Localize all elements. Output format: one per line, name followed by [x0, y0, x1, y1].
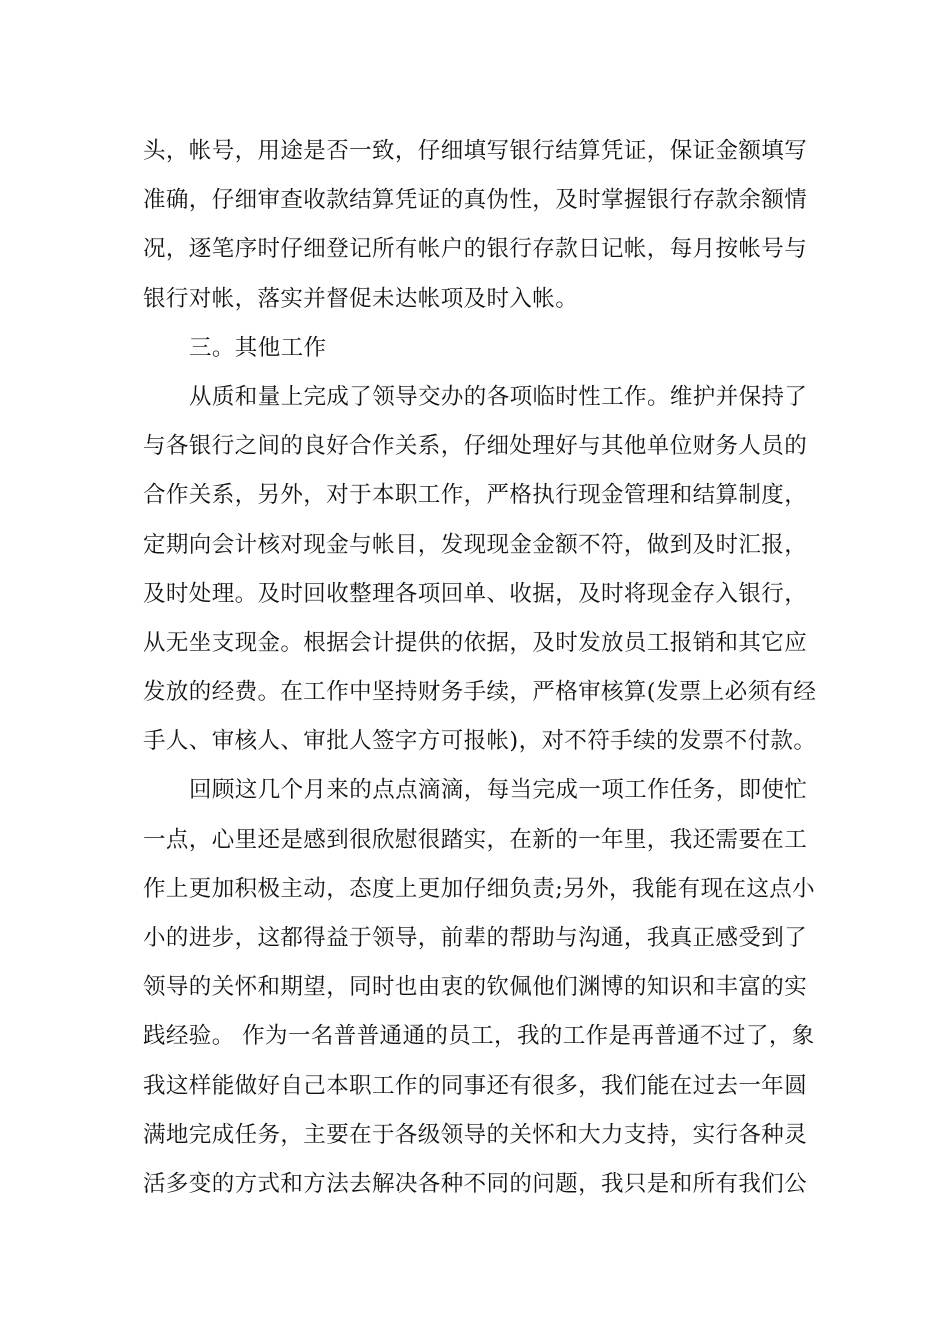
body-text	[143, 127, 817, 1209]
text-line: 领导的关怀和期望，同时也由衷的钦佩他们渊博的知识和丰富的实	[143, 974, 808, 1001]
text-line: 从无坐支现金。根据会计提供的依据，及时发放员工报销和其它应	[143, 629, 808, 656]
text-line: 合作关系，另外，对于本职工作，严格执行现金管理和结算制度，	[143, 482, 808, 509]
text-line: 我这样能做好自己本职工作的同事还有很多，我们能在过去一年圆	[143, 1072, 808, 1099]
section-heading: 三。其他工作	[189, 334, 327, 361]
text-line: 践经验。 作为一名普普通通的员工，我的工作是再普通不过了，象	[143, 1023, 815, 1050]
section-heading-other-work	[143, 324, 807, 373]
text-line: 与各银行之间的良好合作关系，仔细处理好与其他单位财务人员的	[143, 433, 808, 460]
text-line: 从质和量上完成了领导交办的各项临时性工作。维护并保持了	[189, 383, 808, 410]
text-line: 活多变的方式和方法去解决各种不同的问题，我只是和所有我们公	[143, 1170, 808, 1197]
text-line: 发放的经费。在工作中坚持财务手续，严格审核算(发票上必须有经	[143, 679, 817, 706]
text-line: 回顾这几个月来的点点滴滴，每当完成一项工作任务，即使忙	[189, 777, 808, 804]
text-line: 一点，心里还是感到很欣慰很踏实，在新的一年里，我还需要在工	[143, 826, 808, 853]
text-line: 及时处理。及时回收整理各项回单、收据，及时将现金存入银行，	[143, 580, 808, 607]
text-line: 小的进步，这都得益于领导，前辈的帮助与沟通，我真正感受到了	[143, 925, 808, 951]
text-line: 定期向会计核对现金与帐目，发现现金金额不符，做到及时汇报，	[143, 531, 808, 558]
text-line: 况，逐笔序时仔细登记所有帐户的银行存款日记帐，每月按帐号与	[143, 236, 808, 263]
text-line: 满地完成任务，主要在于各级领导的关怀和大力支持，实行各种灵	[143, 1121, 808, 1148]
text-line: 银行对帐，落实并督促未达帐项及时入帐。	[143, 285, 579, 312]
text-line: 头，帐号，用途是否一致，仔细填写银行结算凭证，保证金额填写	[143, 138, 808, 164]
text-line: 手人、审核人、审批人签字方可报帐)，对不符手续的发票不付款。	[143, 728, 817, 755]
paragraph-bank-continuation	[143, 127, 807, 324]
text-line: 准确，仔细审查收款结算凭证的真伪性，及时掌握银行存款余额情	[143, 187, 808, 214]
paragraph-review	[143, 766, 816, 1209]
paragraph-other-work	[143, 373, 817, 767]
text-line: 作上更加积极主动，态度上更加仔细负责;另外，我能有现在这点小	[143, 875, 816, 902]
